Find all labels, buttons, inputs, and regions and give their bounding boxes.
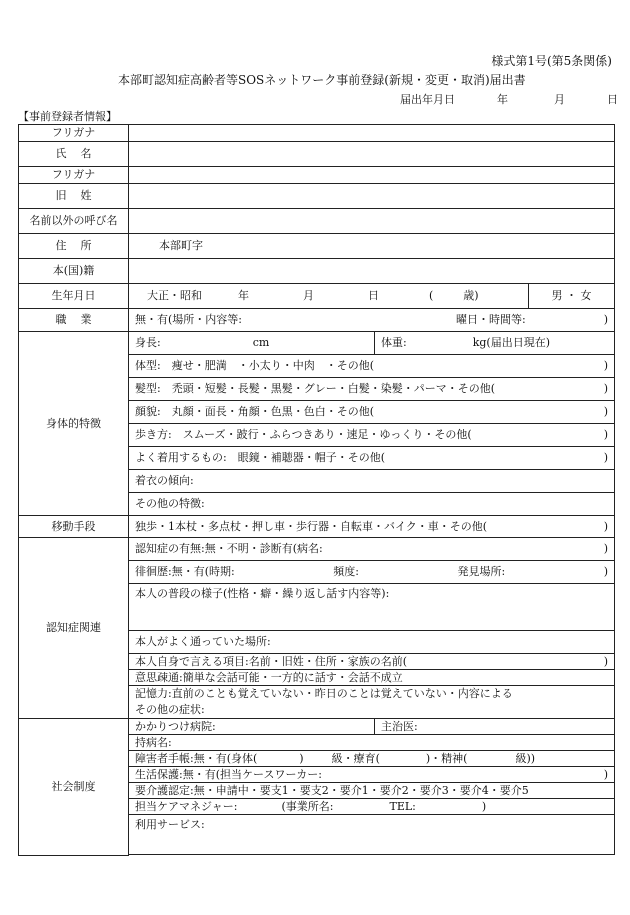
body-type-field[interactable] <box>129 355 615 378</box>
nickname-field[interactable] <box>129 209 615 234</box>
nationality-field[interactable] <box>129 259 615 284</box>
illness-field[interactable] <box>129 735 615 751</box>
height-unit: cm <box>252 336 270 350</box>
care-manager-field[interactable] <box>129 799 615 815</box>
other-feature-text: その他の特徴: <box>135 497 205 511</box>
services-field[interactable] <box>129 815 615 855</box>
job-close: ) <box>603 313 609 327</box>
maiden-field[interactable] <box>129 184 615 209</box>
birth-field[interactable] <box>129 284 529 309</box>
doctor-text: 主治医: <box>381 719 418 733</box>
welfare-close: ) <box>603 767 609 781</box>
communication-text: 意思疎通:簡単な会話可能・一方的に話す・会話不成立 <box>135 670 403 684</box>
disability-b: ) <box>299 751 304 765</box>
row-job <box>19 309 615 332</box>
furigana-field[interactable] <box>129 125 615 142</box>
name-label: 氏名 <box>19 142 129 167</box>
disability-a: 障害者手帳:無・有(身体( <box>135 751 258 765</box>
sex-field[interactable] <box>529 284 615 309</box>
mobility-text: 独歩・1本杖・多点杖・押し車・歩行器・自転車・バイク・車・その他( <box>135 519 488 533</box>
form-title: 本部町認知症高齢者等SOSネットワーク事前登録(新規・変更・取消)届出書 <box>118 73 526 87</box>
memory-text: 記憶力:直前のことも覚えていない・昨日のことは覚えていない・内容による <box>135 687 513 700</box>
face-field[interactable] <box>129 401 615 424</box>
birth-month: 月 <box>303 289 314 303</box>
physical-label: 身体的特徴 <box>19 332 129 516</box>
row-furigana <box>19 125 615 142</box>
habit-text: 本人の普段の様子(性格・癖・繰り返し話す内容等): <box>135 587 390 600</box>
hair-text: 髪型: 禿頭・短髪・長髪・黒髪・グレー・白髪・染髪・パーマ・その他( <box>135 382 495 396</box>
address-label: 住所 <box>19 234 129 259</box>
body-type-text: 体型: 痩せ・肥満 ・小太り・中肉 ・その他( <box>135 359 374 373</box>
self-items-field[interactable] <box>129 654 615 670</box>
age-open: ( <box>429 289 434 303</box>
job-label: 職業 <box>19 309 129 332</box>
care-manager-text: 担当ケアマネジャー: <box>135 799 238 813</box>
date-year: 年 <box>497 93 508 106</box>
gait-text: 歩き方: スムーズ・跛行・ふらつきあり・速足・ゆっくり・その他( <box>135 428 472 442</box>
disability-c: 級・療育( <box>331 751 380 765</box>
disability-field[interactable] <box>129 751 615 767</box>
face-close: ) <box>603 405 609 419</box>
submission-date[interactable] <box>400 94 618 105</box>
clothing-field[interactable] <box>129 470 615 493</box>
date-month: 月 <box>554 93 565 106</box>
dementia-label: 認知症関連 <box>19 538 129 719</box>
communication-field[interactable] <box>129 670 615 686</box>
mobility-close: ) <box>603 519 609 533</box>
wander-field[interactable] <box>129 561 615 584</box>
furigana2-field[interactable] <box>129 167 615 184</box>
row-name <box>19 142 615 167</box>
tel-text: TEL: <box>389 799 416 813</box>
services-text: 利用サービス: <box>135 818 205 831</box>
wander-text: 徘徊歴:無・有(時期: <box>135 565 235 579</box>
birth-label: 生年月日 <box>19 284 129 309</box>
places-field[interactable] <box>129 631 615 654</box>
age-close: 歳) <box>463 289 479 303</box>
welfare-field[interactable] <box>129 767 615 783</box>
date-day: 日 <box>607 93 618 106</box>
row-mobility <box>19 516 615 538</box>
job-value: 無・有(場所・内容等: <box>135 313 242 327</box>
hospital-field[interactable] <box>129 719 375 735</box>
wander-freq: 頻度: <box>333 565 359 579</box>
address-value: 本部町字 <box>159 239 203 253</box>
mobility-label: 移動手段 <box>19 516 129 538</box>
diagnosis-field[interactable] <box>129 538 615 561</box>
diagnosis-close: ) <box>603 542 609 556</box>
weight-unit: kg(届出日現在) <box>472 336 551 350</box>
hair-field[interactable] <box>129 378 615 401</box>
form-number: 様式第1号(第5条関係) <box>491 54 612 68</box>
weight-label: 体重: <box>381 336 407 350</box>
face-text: 顔貌: 丸顔・面長・角顔・色黒・色白・その他( <box>135 405 374 419</box>
row-address <box>19 234 615 259</box>
maiden-label: 旧姓 <box>19 184 129 209</box>
care-level-text: 要介護認定:無・申請中・要支1・要支2・要介1・要介2・要介3・要介4・要介5 <box>135 783 529 797</box>
disability-d: )・精神( <box>425 751 468 765</box>
furigana-label: フリガナ <box>19 125 129 142</box>
name-field[interactable] <box>129 142 615 167</box>
section-title: 【事前登録者情報】 <box>18 110 117 123</box>
wander-place: 発見場所: <box>457 565 506 579</box>
row-hospital <box>19 719 615 735</box>
care-level-field[interactable] <box>129 783 615 799</box>
row-maiden <box>19 184 615 209</box>
social-label: 社会制度 <box>19 719 129 856</box>
sex-options: 男 ・ 女 <box>551 289 592 303</box>
mobility-field[interactable] <box>129 516 615 538</box>
places-text: 本人がよく通っていた場所: <box>135 635 271 649</box>
height-field[interactable] <box>129 332 375 355</box>
row-nickname <box>19 209 615 234</box>
doctor-field[interactable] <box>375 719 615 735</box>
office-text: (事業所名: <box>281 799 334 813</box>
weight-field[interactable] <box>375 332 615 355</box>
clothing-text: 着衣の傾向: <box>135 474 194 488</box>
birth-year: 年 <box>238 289 249 303</box>
row-nationality <box>19 259 615 284</box>
address-field[interactable] <box>129 234 615 259</box>
illness-text: 持病名: <box>135 735 172 749</box>
office-close: ) <box>481 799 487 813</box>
body-type-close: ) <box>603 359 609 373</box>
row-birth <box>19 284 615 309</box>
job-days: 曜日・時間等: <box>456 313 526 327</box>
other-feature-field[interactable] <box>129 493 615 516</box>
furigana2-label: フリガナ <box>19 167 129 184</box>
diagnosis-text: 認知症の有無:無・不明・診断有(病名: <box>135 542 323 556</box>
memory-other-field[interactable] <box>129 686 615 719</box>
hair-close: ) <box>603 382 609 396</box>
self-items-text: 本人自身で言える項目:名前・旧姓・住所・家族の名前( <box>135 654 407 668</box>
welfare-text: 生活保護:無・有(担当ケースワーカー: <box>135 767 322 781</box>
row-furigana2 <box>19 167 615 184</box>
gait-close: ) <box>603 428 609 442</box>
nickname-label: 名前以外の呼び名 <box>19 209 129 234</box>
wear-close: ) <box>603 451 609 465</box>
spacer-cell <box>129 855 615 856</box>
disability-e: 級)) <box>515 751 536 765</box>
height-label: 身長: <box>135 336 161 350</box>
wander-close: ) <box>603 565 608 579</box>
date-label: 届出年月日 <box>400 93 455 106</box>
birth-day: 日 <box>368 289 379 303</box>
hospital-text: かかりつけ病院: <box>135 719 216 733</box>
registration-form-table <box>18 124 615 856</box>
birth-era: 大正・昭和 <box>147 289 202 303</box>
gait-field[interactable] <box>129 424 615 447</box>
self-items-close: ) <box>603 654 609 668</box>
row-diagnosis <box>19 538 615 561</box>
other-symptom-text: その他の症状: <box>135 703 205 716</box>
row-height-weight <box>19 332 615 355</box>
habit-field[interactable] <box>129 584 615 631</box>
nationality-label: 本(国)籍 <box>19 259 129 284</box>
wear-field[interactable] <box>129 447 615 470</box>
job-field[interactable] <box>129 309 615 332</box>
wear-text: よく着用するもの: 眼鏡・補聴器・帽子・その他( <box>135 451 385 465</box>
